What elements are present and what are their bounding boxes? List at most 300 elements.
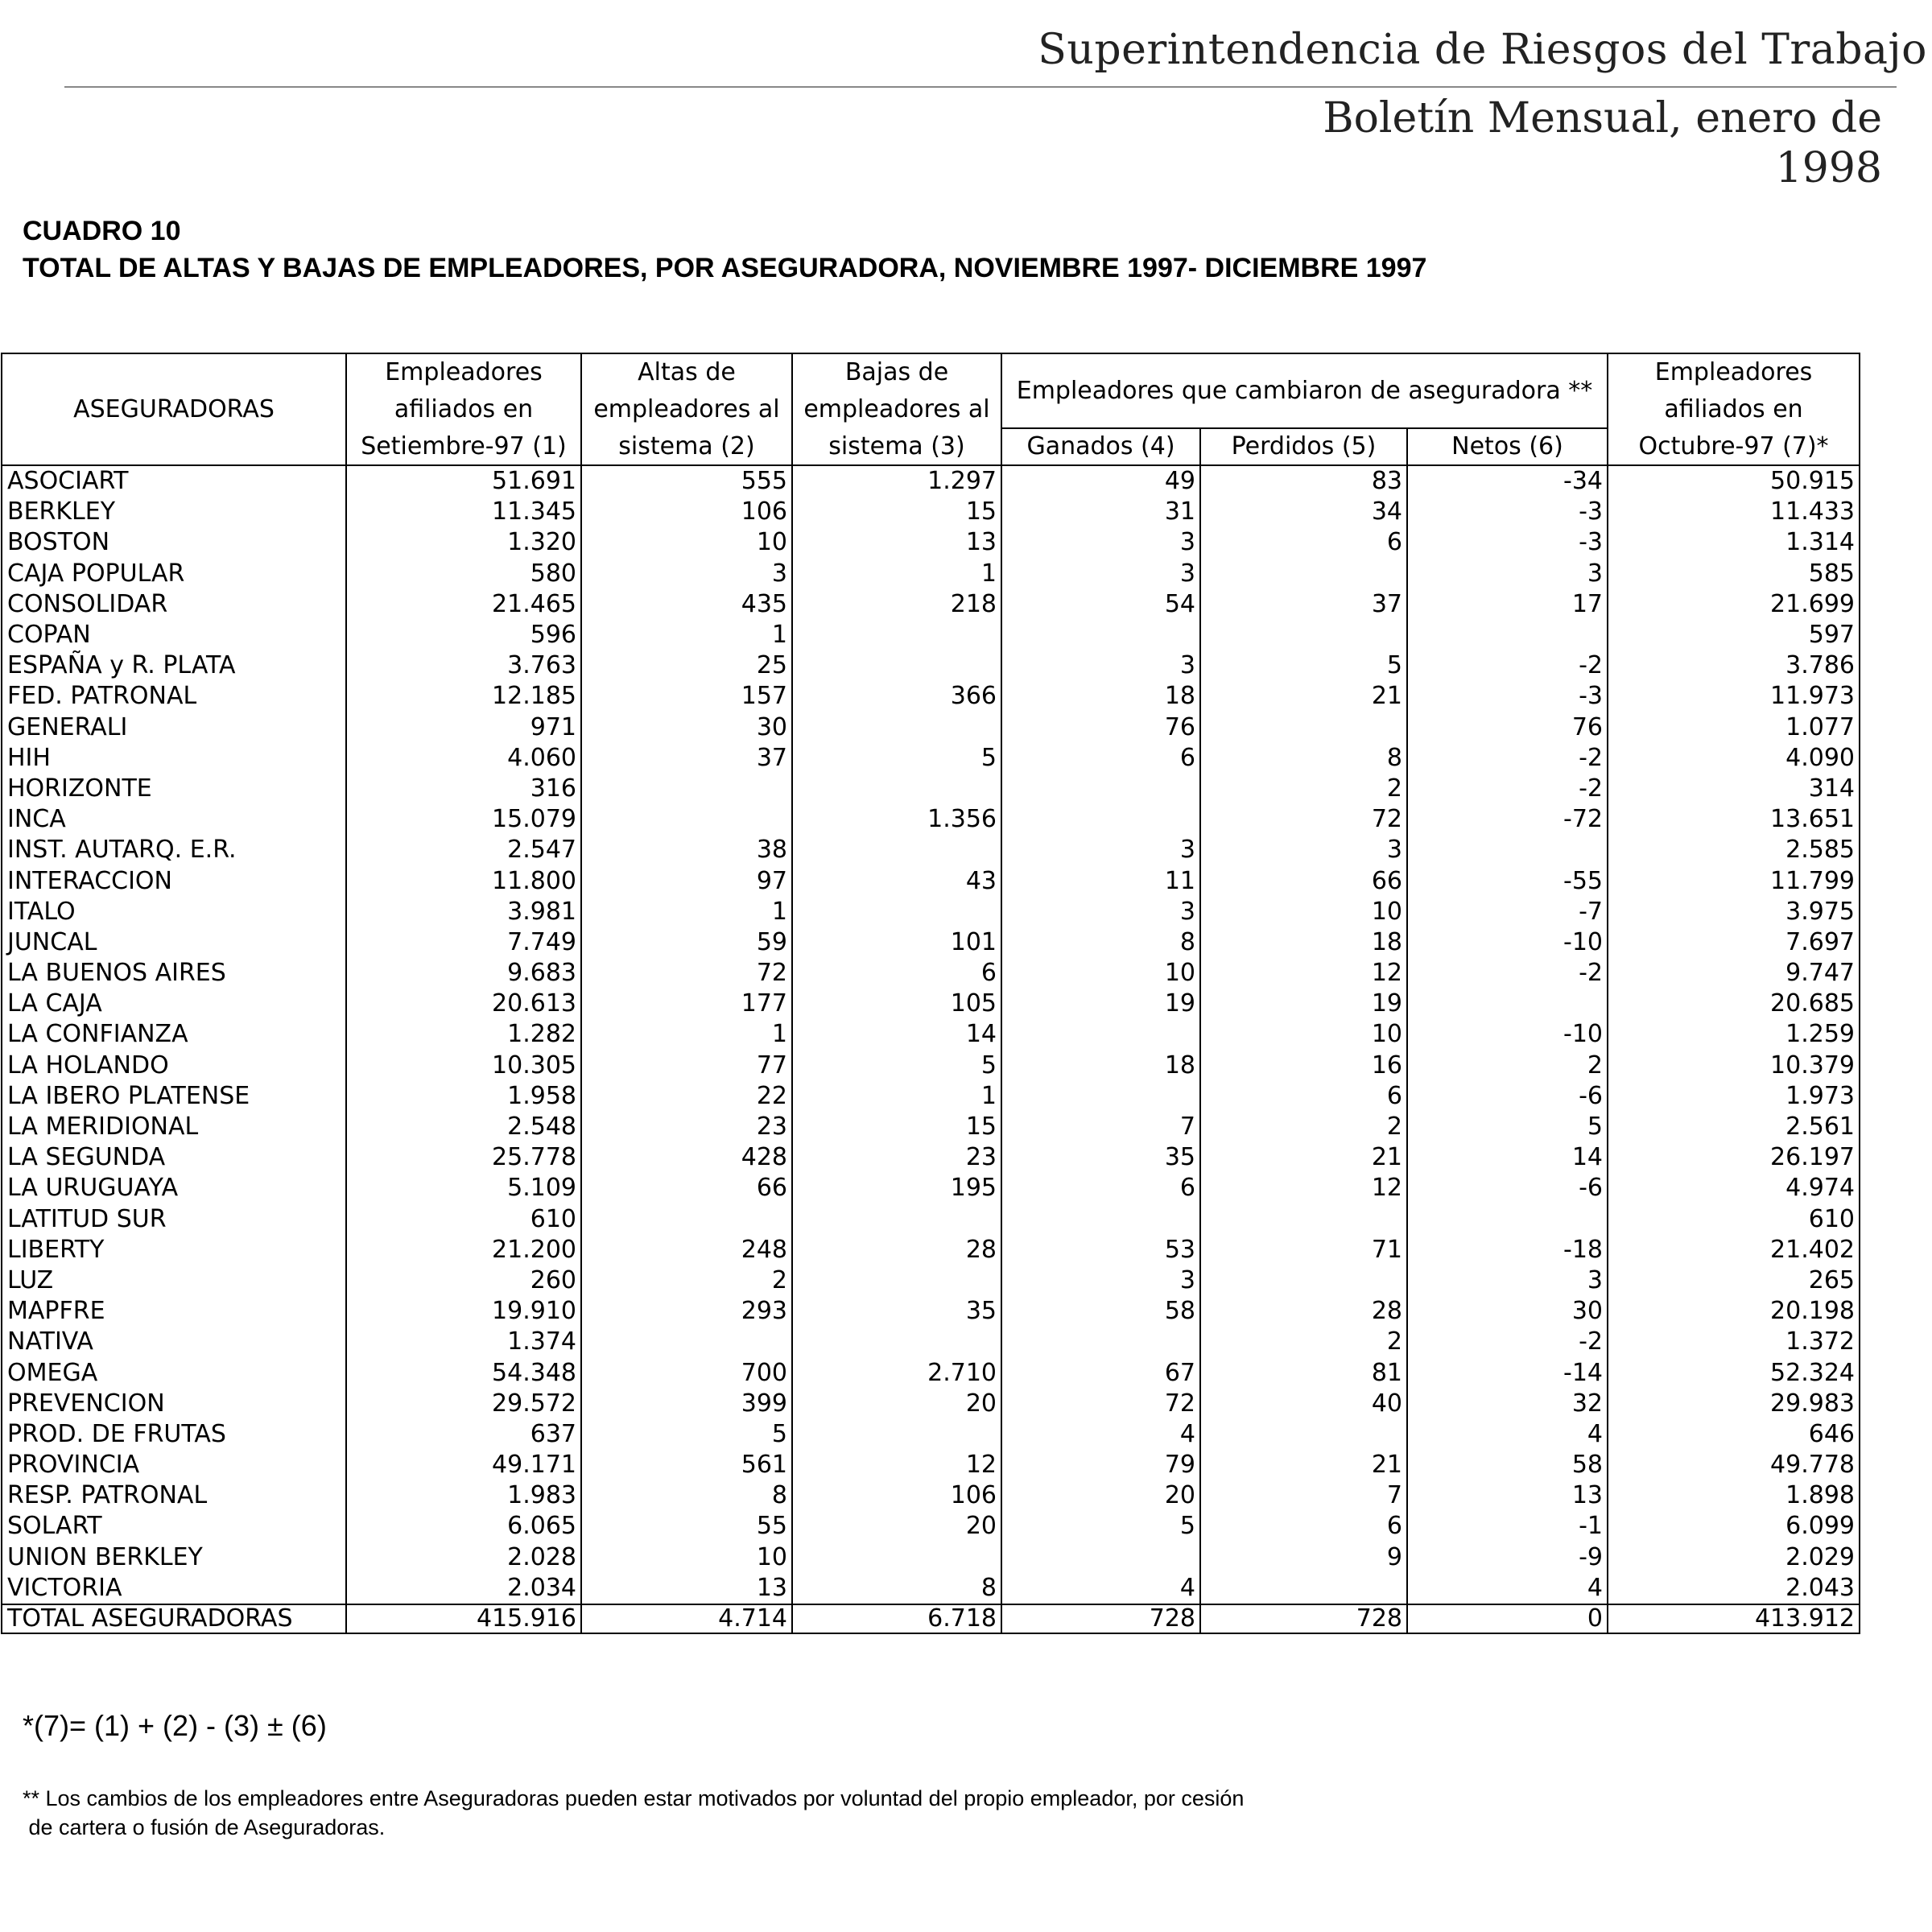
table-cell: [1200, 559, 1407, 589]
header-c1-line2: afiliados en: [346, 391, 581, 428]
table-cell: [792, 650, 1001, 681]
table-cell: 20: [792, 1511, 1001, 1542]
table-row: [2, 1573, 1860, 1604]
table-cell: 17: [1407, 589, 1608, 620]
total-cell: 6.718: [792, 1604, 1001, 1633]
table-cell: 11.799: [1608, 865, 1860, 896]
table-cell: 4: [1001, 1573, 1200, 1604]
insurer-name: LATITUD SUR: [2, 1204, 346, 1235]
table-cell: 11.433: [1608, 497, 1860, 527]
table-cell: 21.465: [346, 589, 581, 620]
table-cell: 66: [1200, 865, 1407, 896]
table-cell: 6: [1001, 1173, 1200, 1203]
table-cell: 15.079: [346, 804, 581, 835]
table-cell: [1001, 1327, 1200, 1357]
table-cell: 428: [581, 1142, 792, 1173]
insurer-name: FED. PATRONAL: [2, 681, 346, 712]
header-c7-line2: afiliados en: [1608, 391, 1860, 428]
table-cell: 2.547: [346, 835, 581, 865]
table-cell: 31: [1001, 497, 1200, 527]
insurer-name: SOLART: [2, 1511, 346, 1542]
table-cell: 265: [1608, 1265, 1860, 1296]
table-cell: 3: [1001, 559, 1200, 589]
table-cell: 1.259: [1608, 1019, 1860, 1050]
insurers-table: [1, 353, 1860, 1634]
table-cell: [1001, 620, 1200, 650]
table-cell: 10: [1200, 1019, 1407, 1050]
table-cell: 54: [1001, 589, 1200, 620]
table-cell: 3: [1001, 650, 1200, 681]
insurer-name: PREVENCION: [2, 1389, 346, 1419]
table-cell: -10: [1407, 927, 1608, 958]
table-cell: 21.402: [1608, 1235, 1860, 1265]
table-cell: [581, 1204, 792, 1235]
table-cell: 26.197: [1608, 1142, 1860, 1173]
insurer-name: LA SEGUNDA: [2, 1142, 346, 1173]
table-cell: 13: [581, 1573, 792, 1604]
table-row: [2, 958, 1860, 989]
table-cell: 13: [792, 527, 1001, 558]
table-cell: 3: [581, 559, 792, 589]
table-cell: 37: [1200, 589, 1407, 620]
table-cell: 15: [792, 497, 1001, 527]
insurer-name: BERKLEY: [2, 497, 346, 527]
table-row: [2, 1389, 1860, 1419]
table-cell: 610: [1608, 1204, 1860, 1235]
table-cell: 20.198: [1608, 1296, 1860, 1327]
table-cell: [1200, 712, 1407, 743]
table-cell: 101: [792, 927, 1001, 958]
table-cell: 2.561: [1608, 1112, 1860, 1142]
table-cell: 4: [1001, 1419, 1200, 1450]
insurer-name: HORIZONTE: [2, 774, 346, 804]
table-cell: 596: [346, 620, 581, 650]
table-cell: 3.981: [346, 897, 581, 927]
table-cell: 9.747: [1608, 958, 1860, 989]
table-cell: [792, 1327, 1001, 1357]
table-cell: 67: [1001, 1357, 1200, 1388]
insurer-name: VICTORIA: [2, 1573, 346, 1604]
table-cell: 14: [1407, 1142, 1608, 1173]
table-cell: 610: [346, 1204, 581, 1235]
table-cell: 2.028: [346, 1542, 581, 1573]
header-ganados: Ganados (4): [1001, 428, 1200, 465]
table-cell: 6.099: [1608, 1511, 1860, 1542]
table-row: [2, 897, 1860, 927]
table-cell: 1.297: [792, 465, 1001, 497]
insurer-name: HIH: [2, 743, 346, 774]
table-cell: 10: [1200, 897, 1407, 927]
bulletin-title-line1: Boletín Mensual, enero de: [1323, 94, 1882, 142]
table-cell: 1: [581, 620, 792, 650]
table-cell: 4: [1407, 1573, 1608, 1604]
table-cell: 25: [581, 650, 792, 681]
table-cell: 637: [346, 1419, 581, 1450]
table-row: [2, 1419, 1860, 1450]
table-cell: 49: [1001, 465, 1200, 497]
table-cell: 19: [1001, 989, 1200, 1019]
table-cell: [581, 1327, 792, 1357]
table-cell: 3: [1001, 835, 1200, 865]
insurer-name: LA IBERO PLATENSE: [2, 1081, 346, 1112]
table-cell: [1407, 1204, 1608, 1235]
table-cell: 1.372: [1608, 1327, 1860, 1357]
header-divider: [64, 86, 1897, 88]
table-cell: 3: [1200, 835, 1407, 865]
table-cell: [1407, 835, 1608, 865]
table-cell: 106: [792, 1480, 1001, 1511]
table-cell: -2: [1407, 743, 1608, 774]
table-cell: [1200, 1265, 1407, 1296]
header-c1-line1: Empleadores: [346, 353, 581, 391]
table-cell: 23: [581, 1112, 792, 1142]
table-title: TOTAL DE ALTAS Y BAJAS DE EMPLEADORES, POR ASEGURADORA, NOVIEMBRE 1997- DICIEMBRE 1997: [23, 253, 1427, 283]
table-cell: 5: [581, 1419, 792, 1450]
insurer-name: ITALO: [2, 897, 346, 927]
table-cell: 260: [346, 1265, 581, 1296]
table-cell: 11.800: [346, 865, 581, 896]
total-cell: 413.912: [1608, 1604, 1860, 1633]
table-row: [2, 1173, 1860, 1203]
table-row: [2, 465, 1860, 497]
table-row: [2, 1450, 1860, 1480]
table-cell: 81: [1200, 1357, 1407, 1388]
table-cell: 3: [1407, 1265, 1608, 1296]
table-cell: -14: [1407, 1357, 1608, 1388]
table-cell: 35: [792, 1296, 1001, 1327]
table-cell: 5: [1001, 1511, 1200, 1542]
insurer-name: PROVINCIA: [2, 1450, 346, 1480]
insurer-name: JUNCAL: [2, 927, 346, 958]
table-cell: 195: [792, 1173, 1001, 1203]
table-cell: 6.065: [346, 1511, 581, 1542]
table-cell: 314: [1608, 774, 1860, 804]
table-cell: 49.778: [1608, 1450, 1860, 1480]
table-cell: -3: [1407, 527, 1608, 558]
total-cell: 4.714: [581, 1604, 792, 1633]
table-cell: 58: [1001, 1296, 1200, 1327]
bulletin-title: [1323, 93, 1882, 193]
table-row: [2, 1019, 1860, 1050]
table-cell: 22: [581, 1081, 792, 1112]
table-cell: -2: [1407, 958, 1608, 989]
insurer-name: INCA: [2, 804, 346, 835]
header-aseguradoras: ASEGURADORAS: [2, 353, 346, 465]
table-cell: 1.958: [346, 1081, 581, 1112]
table-cell: [792, 712, 1001, 743]
total-cell: 728: [1200, 1604, 1407, 1633]
table-cell: -9: [1407, 1542, 1608, 1573]
table-cell: [581, 804, 792, 835]
insurer-name: ESPAÑA y R. PLATA: [2, 650, 346, 681]
insurer-name: UNION BERKLEY: [2, 1542, 346, 1573]
table-cell: [792, 620, 1001, 650]
table-cell: 1.973: [1608, 1081, 1860, 1112]
total-cell: 728: [1001, 1604, 1200, 1633]
table-cell: 29.572: [346, 1389, 581, 1419]
table-cell: 1.282: [346, 1019, 581, 1050]
table-cell: 7: [1001, 1112, 1200, 1142]
table-cell: 79: [1001, 1450, 1200, 1480]
table-cell: 561: [581, 1450, 792, 1480]
table-cell: -18: [1407, 1235, 1608, 1265]
table-row: [2, 589, 1860, 620]
insurer-name: CONSOLIDAR: [2, 589, 346, 620]
table-cell: 106: [581, 497, 792, 527]
table-cell: 646: [1608, 1419, 1860, 1450]
table-row: [2, 927, 1860, 958]
insurer-name: LUZ: [2, 1265, 346, 1296]
table-cell: 4.974: [1608, 1173, 1860, 1203]
table-cell: 51.691: [346, 465, 581, 497]
table-row: [2, 1204, 1860, 1235]
table-cell: 399: [581, 1389, 792, 1419]
table-cell: [1001, 1081, 1200, 1112]
table-row: [2, 527, 1860, 558]
table-cell: 6: [1200, 527, 1407, 558]
table-cell: 76: [1407, 712, 1608, 743]
table-cell: 19.910: [346, 1296, 581, 1327]
table-cell: -34: [1407, 465, 1608, 497]
table-cell: 9.683: [346, 958, 581, 989]
table-cell: 72: [1001, 1389, 1200, 1419]
table-cell: [581, 774, 792, 804]
table-cell: 248: [581, 1235, 792, 1265]
insurer-name: PROD. DE FRUTAS: [2, 1419, 346, 1450]
table-cell: 6: [792, 958, 1001, 989]
insurer-name: GENERALI: [2, 712, 346, 743]
table-cell: [792, 1204, 1001, 1235]
table-cell: 2.043: [1608, 1573, 1860, 1604]
table-cell: 25.778: [346, 1142, 581, 1173]
table-cell: 32: [1407, 1389, 1608, 1419]
table-cell: 28: [1200, 1296, 1407, 1327]
table-cell: [1001, 1542, 1200, 1573]
table-row: [2, 865, 1860, 896]
table-cell: 12: [792, 1450, 1001, 1480]
table-cell: 72: [1200, 804, 1407, 835]
table-cell: 700: [581, 1357, 792, 1388]
table-cell: 18: [1001, 1051, 1200, 1081]
insurer-name: LA MERIDIONAL: [2, 1112, 346, 1142]
table-cell: 28: [792, 1235, 1001, 1265]
table-cell: 10: [581, 1542, 792, 1573]
table-cell: 8: [792, 1573, 1001, 1604]
table-cell: 1: [792, 559, 1001, 589]
table-cell: 21: [1200, 1450, 1407, 1480]
header-c3-line3: sistema (3): [792, 428, 1001, 465]
table-cell: 971: [346, 712, 581, 743]
table-cell: 23: [792, 1142, 1001, 1173]
table-cell: 10.305: [346, 1051, 581, 1081]
table-row: [2, 1296, 1860, 1327]
table-cell: 58: [1407, 1450, 1608, 1480]
table-cell: 3: [1001, 1265, 1200, 1296]
table-cell: -10: [1407, 1019, 1608, 1050]
table-cell: 585: [1608, 559, 1860, 589]
table-cell: 16: [1200, 1051, 1407, 1081]
table-cell: 10: [581, 527, 792, 558]
table-cell: 11.973: [1608, 681, 1860, 712]
table-cell: 71: [1200, 1235, 1407, 1265]
table-cell: -2: [1407, 1327, 1608, 1357]
table-cell: 13: [1407, 1480, 1608, 1511]
insurer-name: MAPFRE: [2, 1296, 346, 1327]
table-cell: 83: [1200, 465, 1407, 497]
table-cell: 11: [1001, 865, 1200, 896]
table-row: [2, 804, 1860, 835]
table-cell: 20: [792, 1389, 1001, 1419]
table-cell: 5.109: [346, 1173, 581, 1203]
table-cell: 3.975: [1608, 897, 1860, 927]
insurer-name: CAJA POPULAR: [2, 559, 346, 589]
table-row: [2, 1265, 1860, 1296]
table-cell: [1001, 774, 1200, 804]
table-row: [2, 1235, 1860, 1265]
table-row: [2, 650, 1860, 681]
table-cell: 6: [1200, 1511, 1407, 1542]
insurer-name: LA CAJA: [2, 989, 346, 1019]
insurer-name: LIBERTY: [2, 1235, 346, 1265]
table-cell: 12: [1200, 958, 1407, 989]
table-cell: 2: [581, 1265, 792, 1296]
table-cell: 3.786: [1608, 650, 1860, 681]
header-c3-line1: Bajas de: [792, 353, 1001, 391]
table-cell: 5: [1200, 650, 1407, 681]
insurer-name: BOSTON: [2, 527, 346, 558]
table-cell: 2.034: [346, 1573, 581, 1604]
table-cell: 2: [1200, 1327, 1407, 1357]
table-footer: [2, 1604, 1860, 1633]
table-cell: 72: [581, 958, 792, 989]
table-cell: [792, 835, 1001, 865]
table-cell: 3.763: [346, 650, 581, 681]
table-cell: 1: [581, 897, 792, 927]
header-netos: Netos (6): [1407, 428, 1608, 465]
table-cell: 12.185: [346, 681, 581, 712]
table-cell: 10: [1001, 958, 1200, 989]
table-row: [2, 1511, 1860, 1542]
header-c1-line3: Setiembre-97 (1): [346, 428, 581, 465]
insurer-name: LA URUGUAYA: [2, 1173, 346, 1203]
table-cell: 3: [1001, 897, 1200, 927]
insurer-name: LA CONFIANZA: [2, 1019, 346, 1050]
table-cell: 177: [581, 989, 792, 1019]
table-cell: 18: [1001, 681, 1200, 712]
footnote-line1: ** Los cambios de los empleadores entre Aseguradoras pueden estar motivados por voluntad del propio empleador, por cesión: [23, 1786, 1245, 1810]
table-cell: 8: [1200, 743, 1407, 774]
table-cell: 35: [1001, 1142, 1200, 1173]
table-cell: 20.613: [346, 989, 581, 1019]
table-cell: 20.685: [1608, 989, 1860, 1019]
table-cell: 597: [1608, 620, 1860, 650]
insurer-name: NATIVA: [2, 1327, 346, 1357]
table-cell: 2: [1200, 1112, 1407, 1142]
table-row: [2, 1081, 1860, 1112]
table-row: [2, 620, 1860, 650]
table-cell: 2.029: [1608, 1542, 1860, 1573]
table-cell: 1.983: [346, 1480, 581, 1511]
table-number: CUADRO 10: [23, 216, 181, 246]
table-row: [2, 1480, 1860, 1511]
table-row: [2, 1142, 1860, 1173]
table-cell: 3: [1001, 527, 1200, 558]
table-cell: 1.374: [346, 1327, 581, 1357]
table-cell: 2.585: [1608, 835, 1860, 865]
table-cell: 50.915: [1608, 465, 1860, 497]
table-cell: 580: [346, 559, 581, 589]
table-row: [2, 1542, 1860, 1573]
table-row: [2, 1112, 1860, 1142]
insurer-name: COPAN: [2, 620, 346, 650]
table-cell: 8: [581, 1480, 792, 1511]
table-row: [2, 1051, 1860, 1081]
table-cell: 18: [1200, 927, 1407, 958]
insurer-name: LA HOLANDO: [2, 1051, 346, 1081]
table-cell: 29.983: [1608, 1389, 1860, 1419]
table-cell: 21: [1200, 681, 1407, 712]
table-cell: -3: [1407, 681, 1608, 712]
table-cell: 157: [581, 681, 792, 712]
table-cell: 76: [1001, 712, 1200, 743]
table-cell: 20: [1001, 1480, 1200, 1511]
table-row: [2, 774, 1860, 804]
header-c7-line1: Empleadores: [1608, 353, 1860, 391]
insurer-name: LA BUENOS AIRES: [2, 958, 346, 989]
table-cell: [1001, 804, 1200, 835]
footnote: [23, 1784, 1244, 1842]
table-cell: 1.077: [1608, 712, 1860, 743]
table-cell: 37: [581, 743, 792, 774]
table-cell: [792, 774, 1001, 804]
table-cell: 53: [1001, 1235, 1200, 1265]
table-cell: 7.697: [1608, 927, 1860, 958]
table-cell: [1200, 620, 1407, 650]
table-cell: [792, 1265, 1001, 1296]
table-cell: 77: [581, 1051, 792, 1081]
table-cell: 66: [581, 1173, 792, 1203]
footnote-line2: de cartera o fusión de Aseguradoras.: [23, 1815, 386, 1839]
total-cell: 0: [1407, 1604, 1608, 1633]
table-cell: 5: [792, 743, 1001, 774]
table-cell: [1001, 1019, 1200, 1050]
table-caption: [23, 213, 1426, 287]
table-cell: 55: [581, 1511, 792, 1542]
table-cell: 43: [792, 865, 1001, 896]
table-cell: 15: [792, 1112, 1001, 1142]
table-cell: 2: [1200, 774, 1407, 804]
table-header: [2, 353, 1860, 465]
organization-name: Superintendencia de Riesgos del Trabajo: [1038, 26, 1927, 74]
table-row: [2, 681, 1860, 712]
table-cell: 1.356: [792, 804, 1001, 835]
insurer-name: INTERACCION: [2, 865, 346, 896]
table-cell: [1200, 1573, 1407, 1604]
table-cell: [1001, 1204, 1200, 1235]
table-row: [2, 1327, 1860, 1357]
table-cell: 97: [581, 865, 792, 896]
table-cell: 52.324: [1608, 1357, 1860, 1388]
table-cell: 1: [792, 1081, 1001, 1112]
table-cell: 38: [581, 835, 792, 865]
table-cell: -6: [1407, 1081, 1608, 1112]
table-cell: [1200, 1204, 1407, 1235]
table-cell: 14: [792, 1019, 1001, 1050]
table-cell: 30: [581, 712, 792, 743]
table-cell: -2: [1407, 650, 1608, 681]
table-cell: [792, 897, 1001, 927]
table-cell: 8: [1001, 927, 1200, 958]
